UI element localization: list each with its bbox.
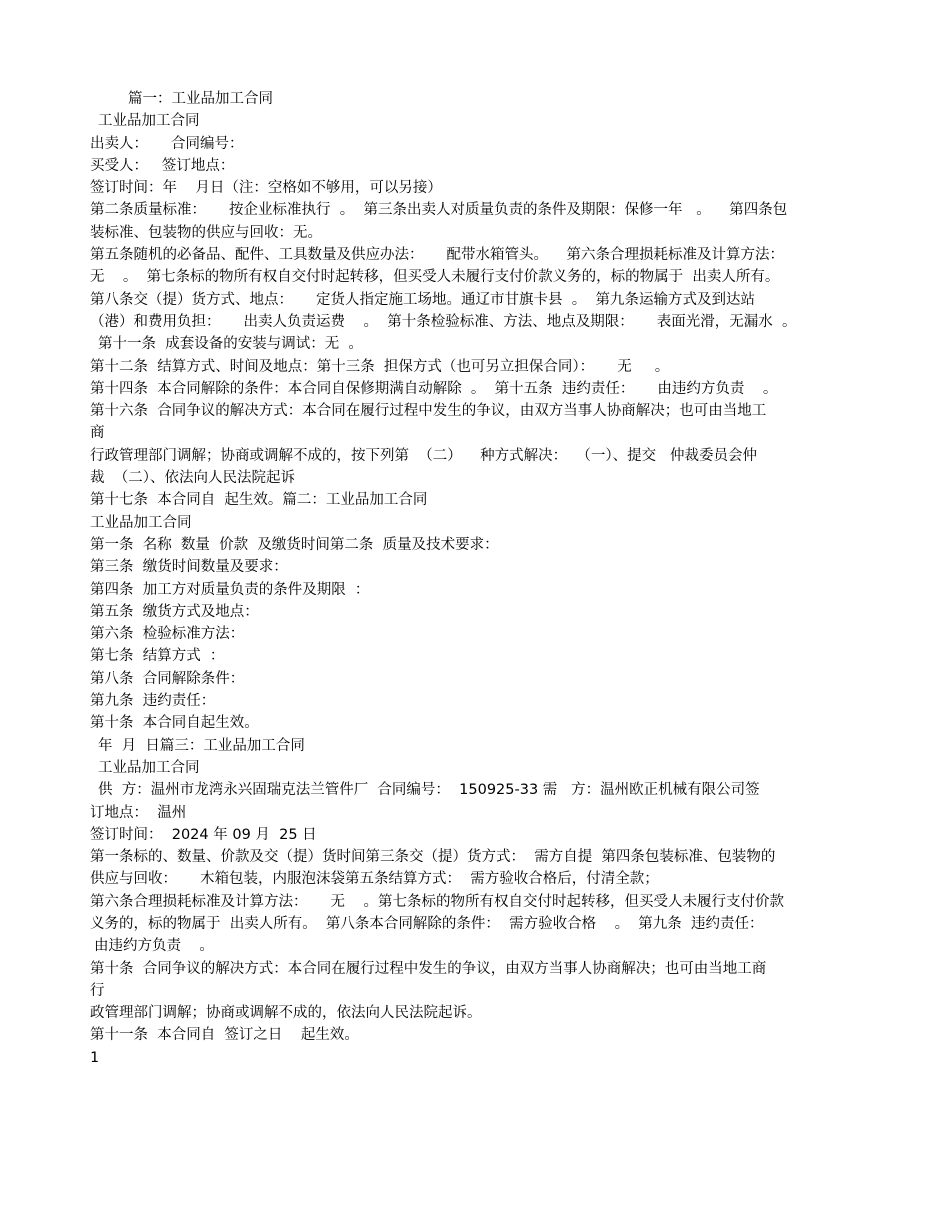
text-line: 第五条随机的必备品、配件、工具数量及供应办法： 配带水箱管头。 第六条合理损耗标准及计算方法： — [90, 247, 784, 264]
document-body — [90, 88, 862, 1069]
text-line: 签订时间： 2024 年 09 月 25 日 — [90, 826, 317, 843]
text-line: 无 。 第七条标的物所有权自交付时起转移，但买受人未履行支付价款义务的，标的物属于 出卖人所有。 — [90, 269, 780, 286]
text-line: 第十四条 本合同解除的条件：本合同自保修期满自动解除 。 第十五条 违约责任： 由违约方负责 。 — [90, 380, 778, 397]
text-line: 第十一条 成套设备的安装与调试：无 。 — [98, 336, 363, 353]
text-line: 签订时间：年 月日（注：空格如不够用，可以另接） — [90, 180, 442, 197]
text-line: 第十条 合同争议的解决方式：本合同在履行过程中发生的争议，由双方当事人协商解决；也可由当地工商 — [90, 960, 767, 977]
text-line: 第二条质量标准： 按企业标准执行 。 第三条出卖人对质量负责的条件及期限：保修一年 。 第四条包 — [90, 202, 788, 219]
contract-title-3: 工业品加工合同 — [98, 759, 200, 776]
text-line: 义务的，标的物属于 出卖人所有。 第八条本合同解除的条件： 需方验收合格 。 第九条 违约责任： — [90, 915, 764, 932]
contract-title-1: 工业品加工合同 — [98, 113, 200, 130]
text-line: 年 月 日篇三：工业品加工合同 — [98, 737, 305, 754]
text-line: 裁 （二）、依法向人民法院起诉 — [90, 470, 295, 487]
text-line: 第八条交（提）货方式、地点： 定货人指定施工场地。通辽市甘旗卡县 。 第九条运输方式及到达站 — [90, 291, 755, 308]
text-line: 供应与回收： 木箱包装，内服泡沫袋第五条结算方式： 需方验收合格后，付清全款； — [90, 871, 659, 888]
text-line: 行政管理部门调解；协商或调解不成的，按下列第 （二） 种方式解决： （一）、提交 仲裁委员会仲 — [90, 447, 757, 464]
text-line: 买受人： 签订地点： — [90, 157, 235, 174]
text-line: 第一条标的、数量、价款及交（提）货时间第三条交（提）货方式： 需方自提 第四条包装标准、包装物的 — [90, 849, 776, 866]
section-heading-1: 篇一：工业品加工合同 — [128, 91, 273, 107]
text-line: 第十条 本合同自起生效。 — [90, 715, 259, 732]
text-line: 第十二条 结算方式、时间及地点：第十三条 担保方式（也可另立担保合同）： 无 。 — [90, 358, 670, 375]
text-line: 第八条 合同解除条件： — [90, 670, 245, 687]
text-line: 由违约方负责 。 — [94, 938, 214, 955]
text-line: 第六条 检验标准方法： — [90, 626, 245, 643]
text-line: 第七条 结算方式 ： — [90, 648, 225, 665]
text-line: 行 — [90, 982, 105, 999]
text-line: 装标准、包装物的供应与回收：无。 — [90, 224, 322, 241]
text-line: 第五条 缴货方式及地点： — [90, 603, 259, 620]
contract-title-2: 工业品加工合同 — [90, 514, 192, 531]
text-line: 第十七条 本合同自 起生效。篇二：工业品加工合同 — [90, 492, 428, 509]
text-line: 商 — [90, 425, 105, 442]
text-line: 订地点： 温州 — [90, 804, 187, 821]
page-number: 1 — [90, 1049, 99, 1066]
text-line: 政管理部门调解；协商或调解不成的，依法向人民法院起诉。 — [90, 1005, 482, 1022]
text-line: 第九条 违约责任： — [90, 693, 216, 710]
text-line: 第一条 名称 数量 价款 及缴货时间第二条 质量及技术要求： — [90, 536, 499, 553]
text-line: 第十一条 本合同自 签订之日 起生效。 — [90, 1027, 359, 1044]
text-line: 第四条 加工方对质量负责的条件及期限 ： — [90, 581, 370, 598]
text-line: 出卖人： 合同编号： — [90, 135, 244, 152]
text-line: 第六条合理损耗标准及计算方法： 无 。第七条标的物所有权自交付时起转移，但买受人未履行支付价款 — [90, 893, 784, 910]
text-line: 第三条 缴货时间数量及要求： — [90, 559, 288, 576]
text-line: 第十六条 合同争议的解决方式：本合同在履行过程中发生的争议，由双方当事人协商解决；也可由当地工 — [90, 403, 767, 420]
text-line: （港）和费用负担： 出卖人负责运费 。 第十条检验标准、方法、地点及期限： 表面光滑，无漏水 。 — [90, 313, 797, 330]
text-line: 供 方：温州市龙湾永兴固瑞克法兰管件厂 合同编号： 150925-33 需 方：温州欧正机械有限公司签 — [98, 782, 760, 799]
